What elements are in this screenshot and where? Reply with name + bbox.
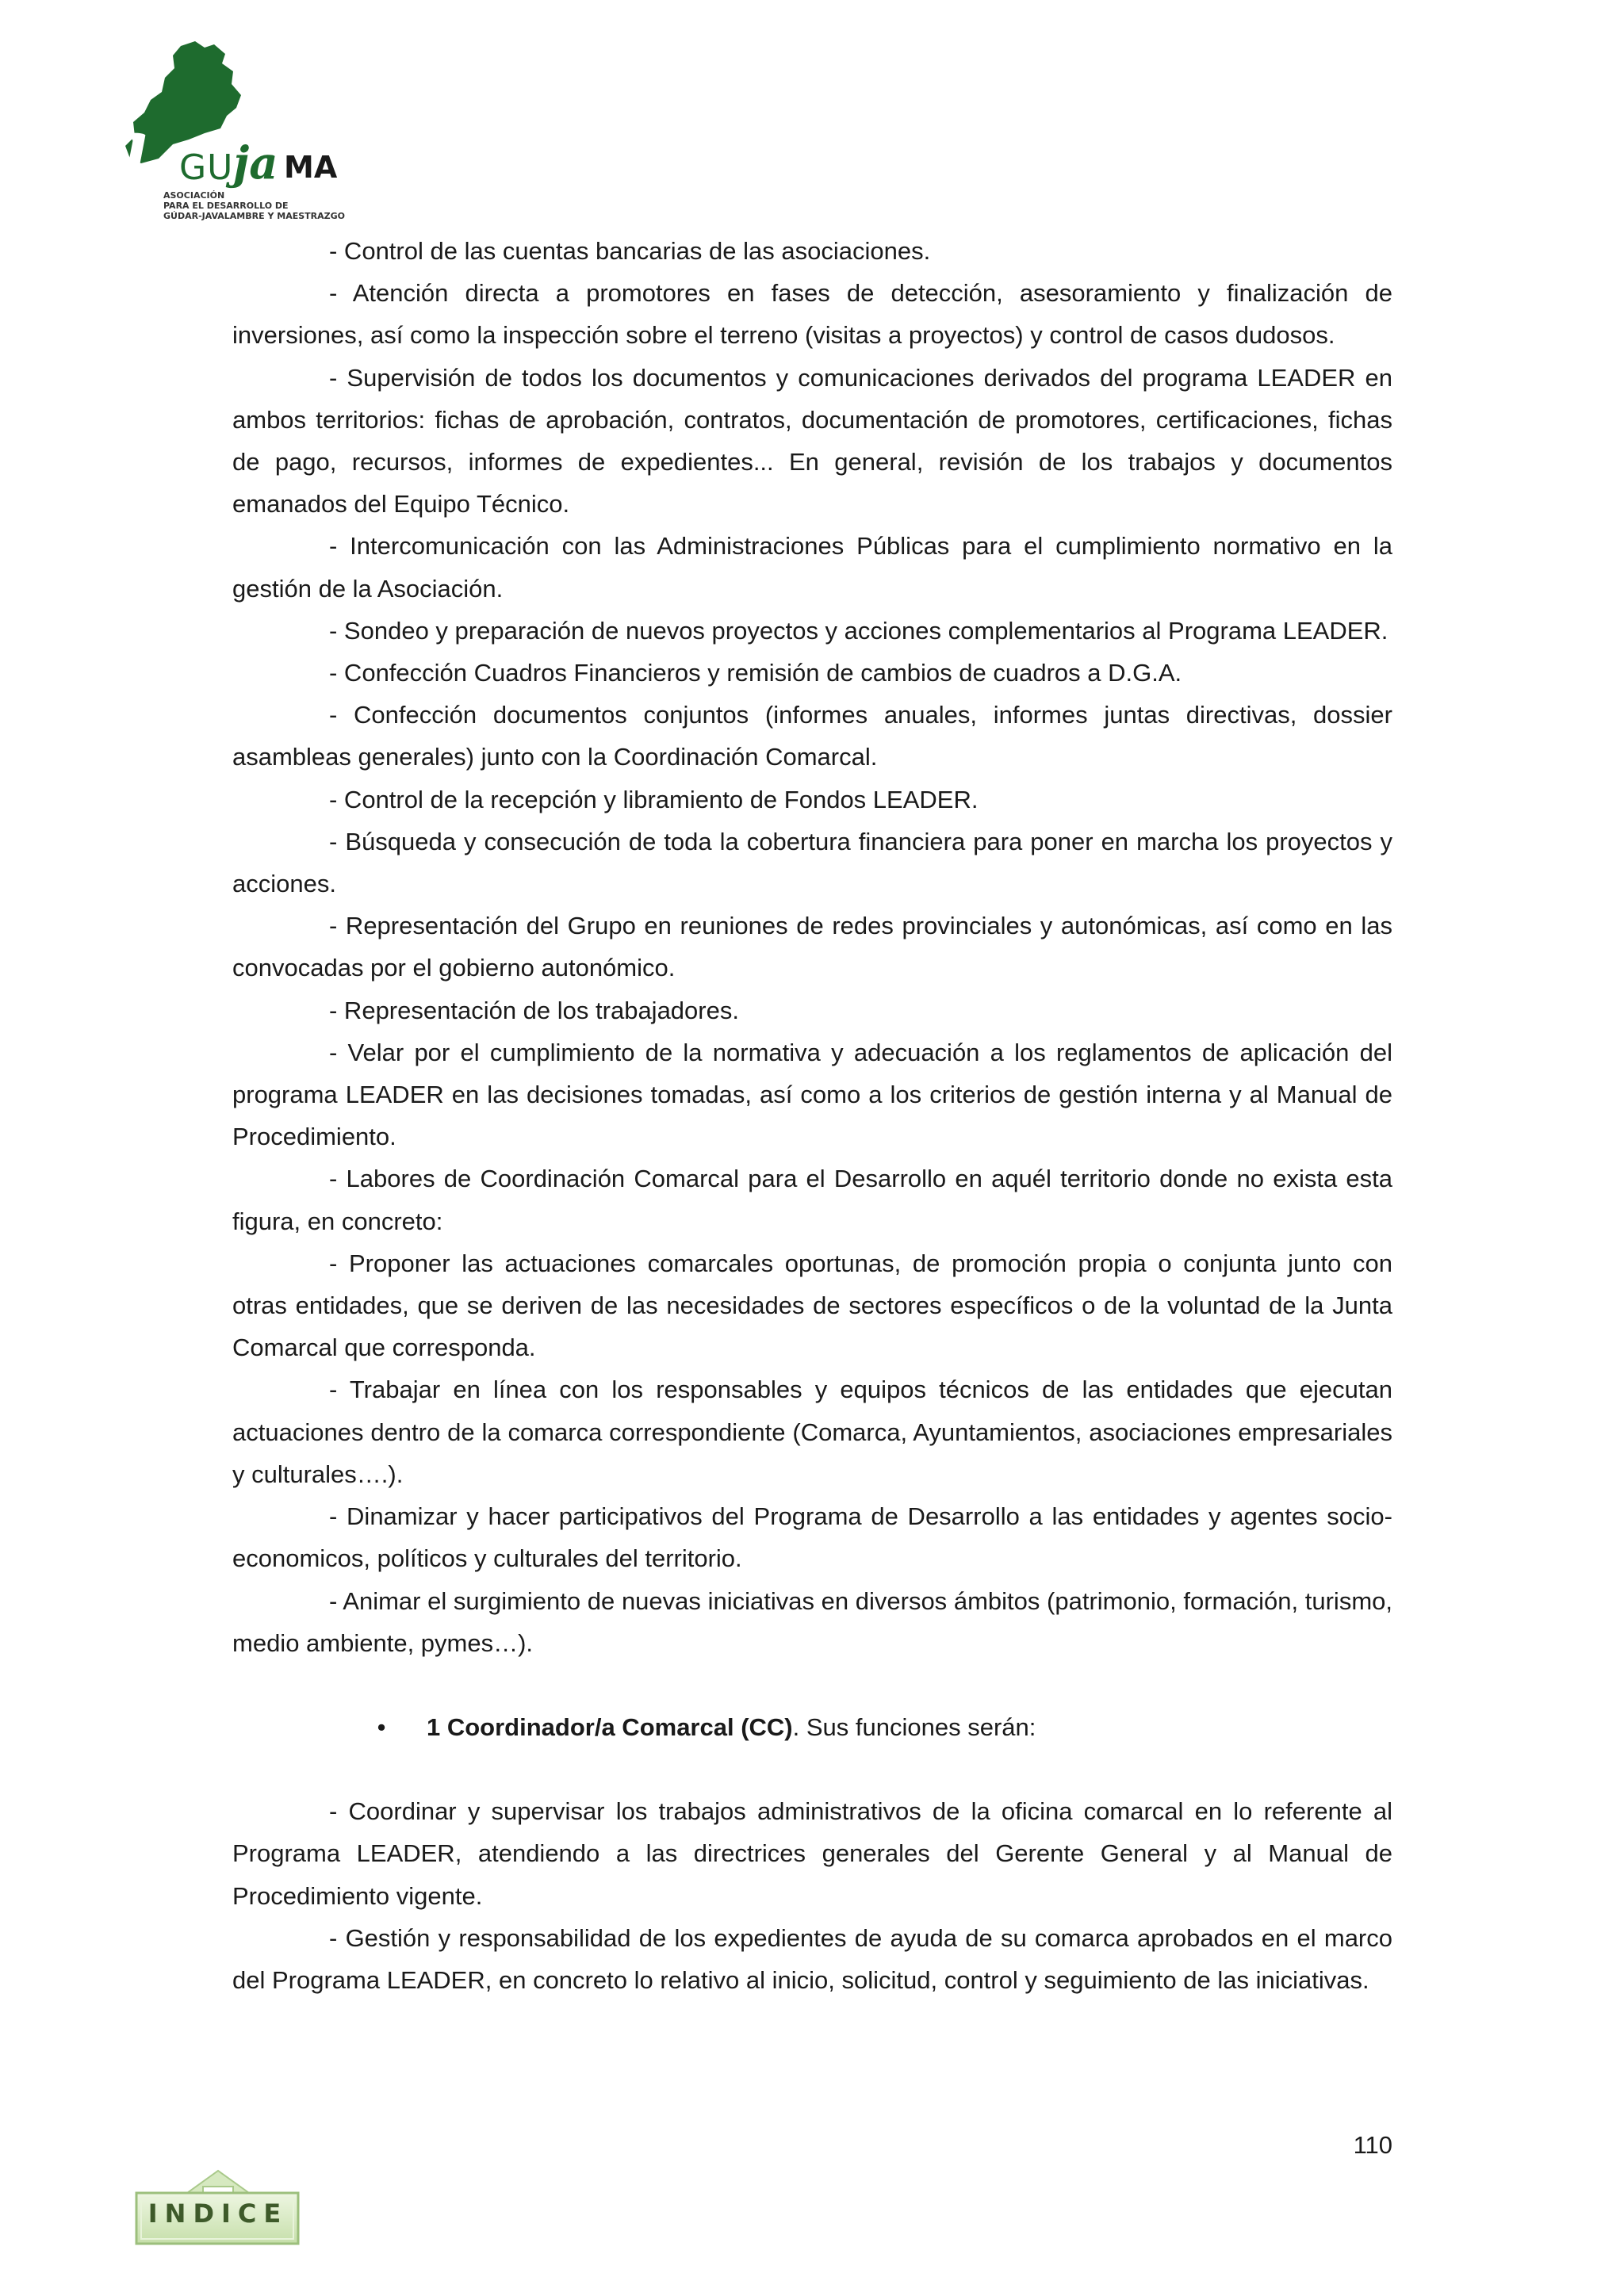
page-number: 110: [1353, 2131, 1392, 2159]
list-paragraph: - Representación de los trabajadores.: [329, 996, 739, 1024]
document-body: [232, 230, 1392, 2001]
list-paragraph: - Animar el surgimiento de nuevas iniciativas en diversos ámbitos (patrimonio, formación, turismo, medio ambiente, pymes…).: [232, 1586, 1392, 1657]
list-paragraph: - Confección documentos conjuntos (informes anuales, informes juntas directivas, dossier asambleas generales) junto con la Coordinación Comarcal.: [232, 701, 1392, 771]
logo-text-ma: MA: [284, 150, 338, 185]
list-paragraph: - Gestión y responsabilidad de los expedientes de ayuda de su comarca aprobados en el marco del Programa LEADER, en concreto lo relativo al inicio, solicitud, control y seguimiento de las iniciativas.: [232, 1923, 1392, 1994]
section-heading-bold: 1 Coordinador/a Comarcal (CC): [427, 1712, 793, 1741]
section-heading-bullet: [232, 1706, 1392, 1748]
section-heading: [427, 1706, 1036, 1748]
list-paragraph: - Control de las cuentas bancarias de las asociaciones.: [329, 237, 931, 265]
list-paragraph: - Control de la recepción y libramiento de Fondos LEADER.: [329, 785, 979, 813]
indice-button[interactable]: [135, 2169, 301, 2248]
list-paragraph: - Sondeo y preparación de nuevos proyectos y acciones complementarios al Programa LEADER.: [329, 616, 1388, 645]
list-paragraph: - Velar por el cumplimiento de la normativa y adecuación a los reglamentos de aplicación del programa LEADER en las decisiones tomadas, así como a los criterios de gestión interna y al Manual de Procedimiento.: [232, 1038, 1392, 1151]
list-paragraph: - Labores de Coordinación Comarcal para el Desarrollo en aquél territorio donde no exista esta figura, en concreto:: [232, 1165, 1392, 1235]
logo-text-gu: GU: [179, 147, 234, 188]
list-paragraph: - Supervisión de todos los documentos y comunicaciones derivados del programa LEADER en ambos territorios: fichas de aprobación, contratos, documentación de promotores, certificaciones, fichas de pago, recursos, informes de expedientes... En general, revisión de los trabajos y documentos emanados del Equipo Técnico.: [232, 363, 1392, 519]
list-paragraph: - Dinamizar y hacer participativos del Programa de Desarrollo a las entidades y agentes socio-economicos, políticos y culturales del territorio.: [232, 1502, 1392, 1573]
bullet-icon: •: [377, 1712, 386, 1741]
list-paragraph: - Representación del Grupo en reuniones de redes provinciales y autonómicas, así como en las convocadas por el gobierno autonómico.: [232, 912, 1392, 982]
logo-subtitle: [163, 190, 345, 221]
list-paragraph: - Intercomunicación con las Administraciones Públicas para el cumplimiento normativo en la gestión de la Asociación.: [232, 532, 1392, 603]
list-paragraph: - Coordinar y supervisar los trabajos administrativos de la oficina comarcal en lo referente al Programa LEADER, atendiendo a las directrices generales del Gerente General y al Manual de Procedimiento vigente.: [232, 1797, 1392, 1910]
logo-text-ja: ja: [233, 137, 278, 189]
list-paragraph: - Búsqueda y consecución de toda la cobertura financiera para poner en marcha los proyectos y acciones.: [232, 827, 1392, 898]
list-paragraph: - Confección Cuadros Financieros y remisión de cambios de cuadros a D.G.A.: [329, 659, 1182, 687]
section-heading-rest: . Sus funciones serán:: [792, 1712, 1036, 1741]
logo-subtitle-line: GÚDAR-JAVALAMBRE Y MAESTRAZGO: [163, 211, 345, 221]
indice-label: INDICE: [147, 2198, 289, 2229]
logo-subtitle-line: PARA EL DESARROLLO DE: [163, 201, 289, 211]
logo-letter-a: a: [102, 102, 151, 192]
agujama-logo: [86, 40, 347, 221]
list-paragraph: - Trabajar en línea con los responsables y equipos técnicos de las entidades que ejecutan actuaciones dentro de la comarca correspondiente (Comarca, Ayuntamientos, asociaciones empresariales y culturales….).: [232, 1376, 1392, 1488]
list-paragraph: - Atención directa a promotores en fases de detección, asesoramiento y finalización de inversiones, así como la inspección sobre el terreno (visitas a proyectos) y control de casos dudosos.: [232, 279, 1392, 350]
list-paragraph: - Proponer las actuaciones comarcales oportunas, de promoción propia o conjunta junto con otras entidades, que se deriven de las necesidades de sectores específicos o de la voluntad de la Junta Comarcal que corresponda.: [232, 1249, 1392, 1362]
logo-subtitle-line: ASOCIACIÓN: [163, 190, 225, 201]
